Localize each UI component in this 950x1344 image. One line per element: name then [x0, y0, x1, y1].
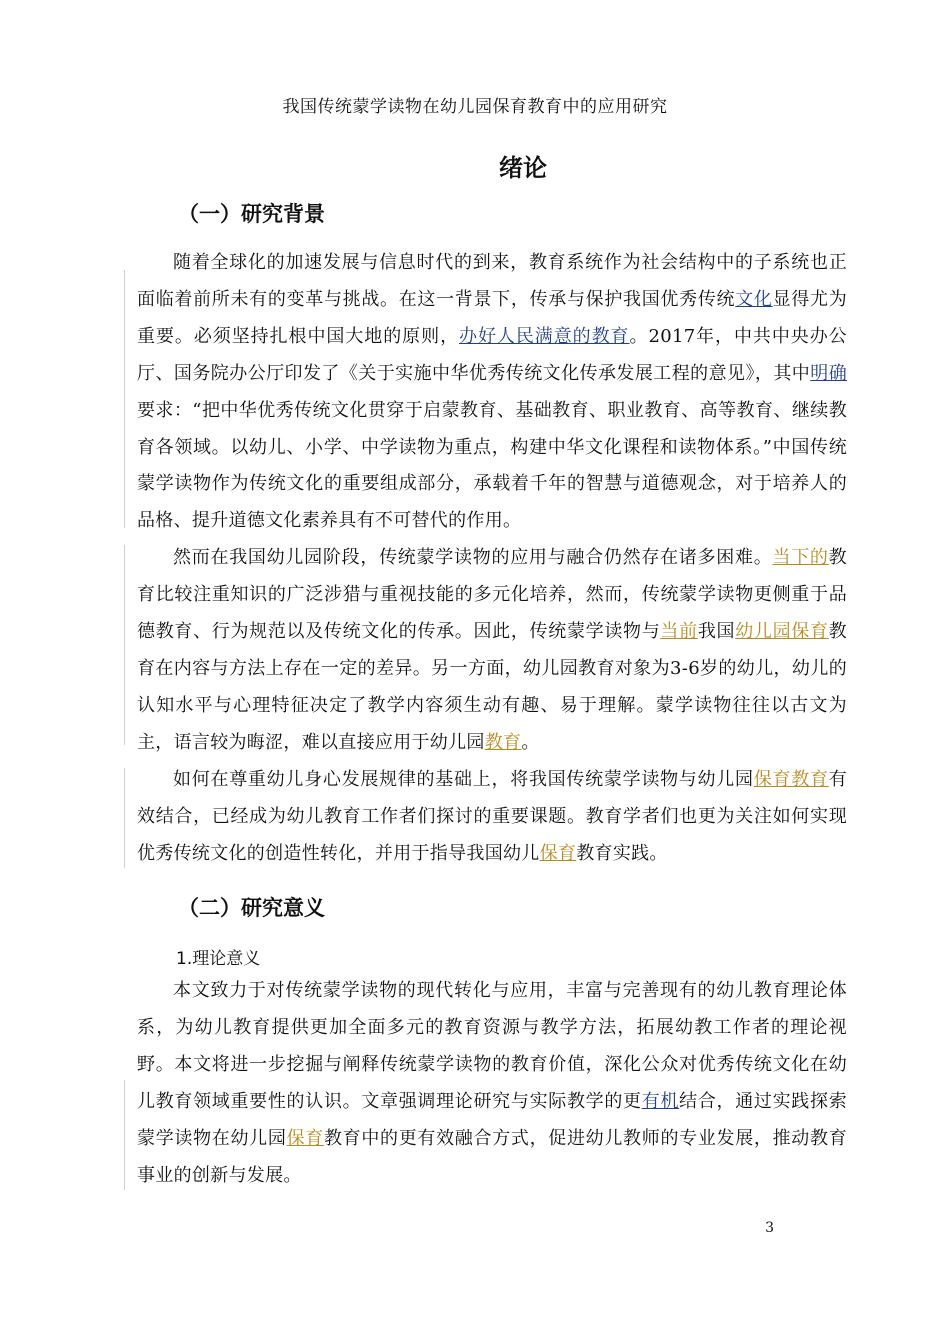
margin-rule: [124, 270, 125, 528]
revision-link[interactable]: 保育: [539, 842, 577, 864]
margin-rule: [124, 1080, 125, 1190]
section-heading-significance: （二）研究意义: [178, 896, 325, 920]
revision-link[interactable]: 当前: [660, 620, 698, 642]
comment-link[interactable]: 明确: [810, 362, 847, 384]
section-heading-background: （一）研究背景: [178, 202, 325, 226]
paragraph-background-3: 如何在尊重幼儿身心发展规律的基础上，将我国传统蒙学读物与幼儿园保育教育有效结合，已经成为幼儿教育工作者们探讨的重要课题。教育学者们也更为关注如何实现优秀传统文化的创造性转化，并用于指导我国幼儿保育教育实践。: [137, 769, 847, 864]
revision-link[interactable]: 保育教育: [753, 769, 829, 790]
paragraph-background-1: 随着全球化的加速发展与信息时代的到来，教育系统作为社会结构中的子系统也正面临着前所未有的变革与挑战。在这一背景下，传承与保护我国优秀传统文化显得尤为重要。必须坚持扎根中国大地的原则，办好人民满意的教育。2017年，中共中央办公厅、国务院办公厅印发了《关于实施中华优秀传统文化传承发展工程的意见》，其中明确要求：“把中华优秀传统文化贯穿于启蒙教育、基础教育、职业教育、高等教育、继续教育各领域。以幼儿、小学、中学读物为重点，构建中华文化课程和读物体系。”中国传统蒙学读物作为传统文化的重要组成部分，承载着千年的智慧与道德观念，对于培养人的品格、提升道德文化素养具有不可替代的作用。: [137, 252, 847, 532]
comment-link[interactable]: 文化: [735, 288, 773, 310]
comment-link[interactable]: 办好人民满意的教育: [459, 325, 630, 347]
subheading-theoretical-significance: 1.理论意义: [176, 949, 261, 969]
comment-link[interactable]: 有机: [641, 1090, 680, 1112]
chapter-title: 绪论: [499, 154, 547, 182]
margin-rule: [124, 768, 125, 868]
revision-link[interactable]: 当下的: [772, 547, 829, 568]
revision-link[interactable]: 教育: [484, 731, 522, 753]
page-header: 我国传统蒙学读物在幼儿园保育教育中的应用研究: [282, 97, 668, 117]
paragraph-background-2: 然而在我国幼儿园阶段，传统蒙学读物的应用与融合仍然存在诸多困难。当下的教育比较注重知识的广泛涉猎与重视技能的多元化培养，然而，传统蒙学读物更侧重于品德教育、行为规范以及传统文化的传承。因此，传统蒙学读物与当前我国幼儿园保育教育在内容与方法上存在一定的差异。另一方面，幼儿园教育对象为3-6岁的幼儿，幼儿的认知水平与心理特征决定了教学内容须生动有趣、易于理解。蒙学读物往往以古文为主，语言较为晦涩，难以直接应用于幼儿园教育。: [137, 547, 847, 753]
paragraph-significance-1: 本文致力于对传统蒙学读物的现代转化与应用，丰富与完善现有的幼儿教育理论体系，为幼儿教育提供更加全面多元的教育资源与教学方法，拓展幼教工作者的理论视野。本文将进一步挖掘与阐释传统蒙学读物的教育价值，深化公众对优秀传统文化在幼儿教育领域重要性的认识。文章强调理论研究与实际教学的更有机结合，通过实践探索蒙学读物在幼儿园保育教育中的更有效融合方式，促进幼儿教师的专业发展，推动教育事业的创新与发展。: [137, 980, 847, 1186]
revision-link[interactable]: 幼儿园保育: [735, 620, 829, 642]
page-number: 3: [765, 1220, 774, 1236]
revision-link[interactable]: 保育: [286, 1127, 324, 1149]
margin-rule: [124, 545, 125, 745]
